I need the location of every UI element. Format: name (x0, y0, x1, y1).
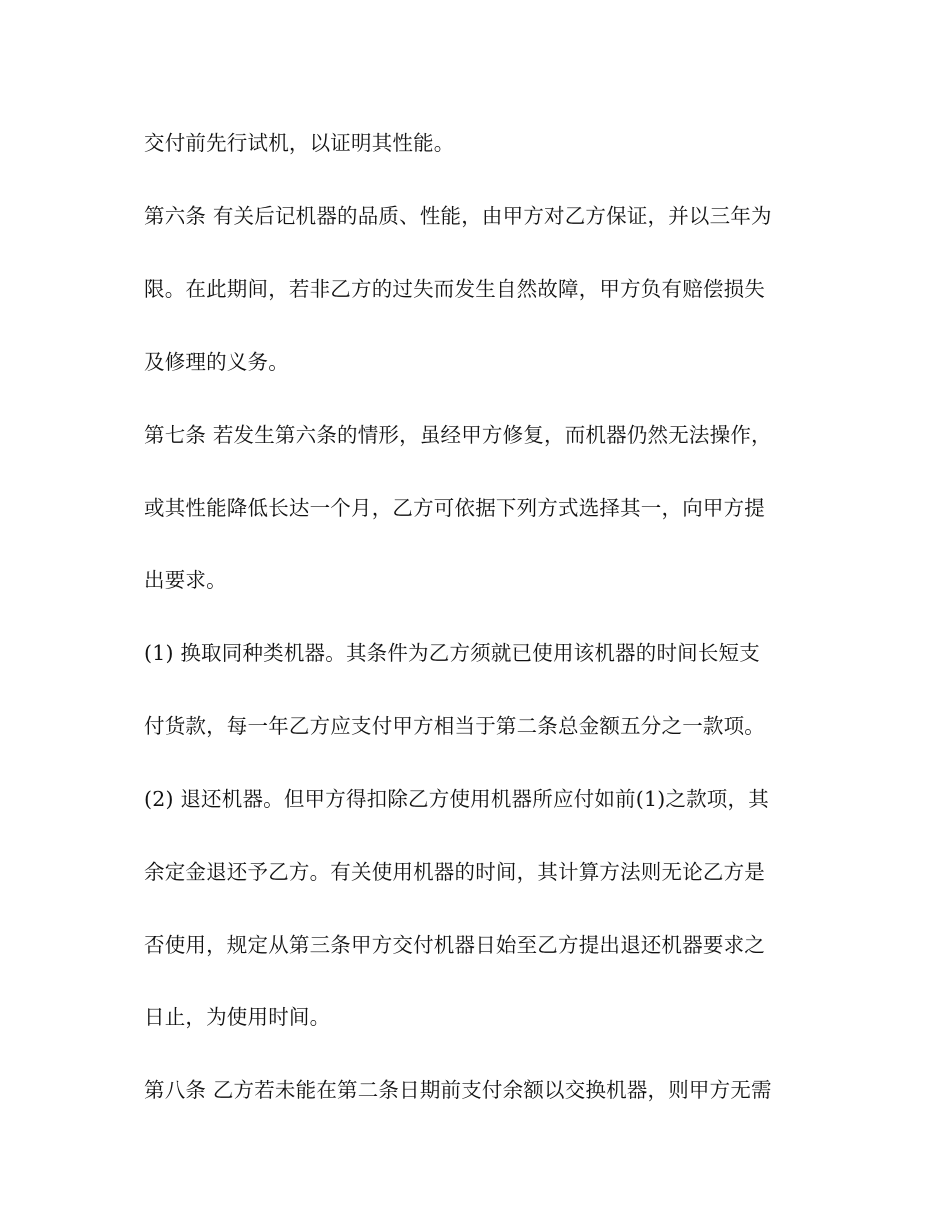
text-line: 或其性能降低长达一个月，乙方可依据下列方式选择其一，向甲方提 (144, 496, 765, 520)
text-line: 付货款，每一年乙方应支付甲方相当于第二条总金额五分之一款项。 (144, 714, 765, 738)
text-line: 第七条 若发生第六条的情形，虽经甲方修复，而机器仍然无法操作， (144, 423, 772, 447)
text-line: 否使用，规定从第三条甲方交付机器日始至乙方提出退还机器要求之 (144, 933, 765, 957)
text-line: (1) 换取同种类机器。其条件为乙方须就已使用该机器的时间长短支 (144, 641, 760, 665)
text-line: 第八条 乙方若未能在第二条日期前支付余额以交换机器，则甲方无需 (144, 1078, 772, 1102)
text-line: (2) 退还机器。但甲方得扣除乙方使用机器所应付如前(1)之款项，其 (144, 787, 769, 811)
text-line: 限。在此期间，若非乙方的过失而发生自然故障，甲方负有赔偿损失 (144, 277, 765, 301)
text-line: 第六条 有关后记机器的品质、性能，由甲方对乙方保证，并以三年为 (144, 204, 772, 228)
text-line: 出要求。 (144, 568, 227, 592)
text-line: 余定金退还予乙方。有关使用机器的时间，其计算方法则无论乙方是 (144, 860, 765, 884)
text-line: 日止，为使用时间。 (144, 1005, 331, 1029)
text-line: 交付前先行试机，以证明其性能。 (144, 131, 455, 155)
text-line: 及修理的义务。 (144, 350, 289, 374)
